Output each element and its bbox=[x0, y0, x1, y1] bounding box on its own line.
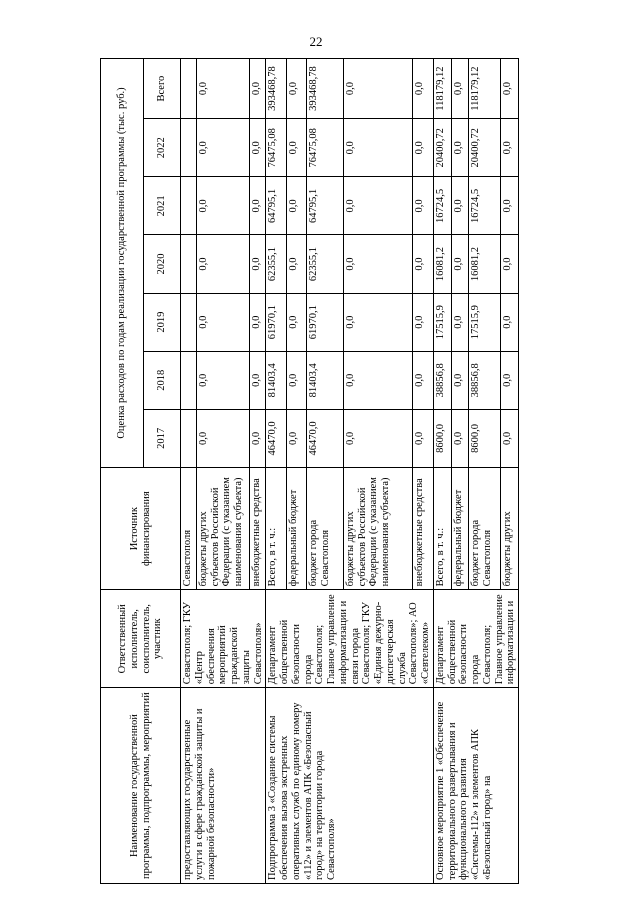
year-value-cell: 17515,9 bbox=[469, 293, 501, 351]
total-value-cell: 0,0 bbox=[196, 59, 250, 119]
year-value-cell: 64795,1 bbox=[307, 177, 344, 235]
year-value-cell: 38856,8 bbox=[469, 351, 501, 409]
page-number: 22 bbox=[309, 34, 323, 49]
rotated-table-area bbox=[100, 58, 600, 884]
year-value-cell: 20400,72 bbox=[433, 119, 451, 177]
year-value-cell bbox=[181, 119, 197, 177]
year-value-cell bbox=[181, 293, 197, 351]
total-value-cell: 393468,78 bbox=[266, 59, 286, 119]
funding-source-cell: федеральный бюджет bbox=[286, 467, 306, 589]
year-value-cell: 0,0 bbox=[451, 235, 469, 293]
funding-source-cell: Севастополя bbox=[181, 467, 197, 589]
header-total: Всего bbox=[144, 59, 181, 119]
year-value-cell: 0,0 bbox=[196, 235, 250, 293]
total-value-cell: 0,0 bbox=[451, 59, 469, 119]
year-value-cell: 16724,5 bbox=[469, 177, 501, 235]
year-value-cell: 0,0 bbox=[501, 235, 519, 293]
year-value-cell bbox=[181, 409, 197, 467]
funding-source-cell: внебюджетные средства bbox=[413, 467, 434, 589]
total-value-cell: 0,0 bbox=[343, 59, 412, 119]
year-value-cell: 0,0 bbox=[501, 409, 519, 467]
funding-source-cell: бюджеты других субъектов Российской Федерации (с указанием наименования субъекта) bbox=[343, 467, 412, 589]
table-row bbox=[433, 59, 451, 884]
header-estimate: Оценка расходов по годам реализации государственной программы (тыс. руб.) bbox=[101, 59, 144, 468]
year-value-cell: 0,0 bbox=[413, 409, 434, 467]
year-value-cell: 62355,1 bbox=[307, 235, 344, 293]
year-value-cell: 46470,0 bbox=[307, 409, 344, 467]
header-name: Наименование государственной программы, подпрограммы, мероприятий bbox=[101, 688, 181, 884]
year-value-cell: 38856,8 bbox=[433, 351, 451, 409]
year-value-cell: 46470,0 bbox=[266, 409, 286, 467]
year-value-cell: 0,0 bbox=[250, 351, 266, 409]
year-value-cell: 0,0 bbox=[343, 177, 412, 235]
program-name-cell: Подпрограмма 3 «Создание системы обеспечения вызова экстренных оперативных служб по единому номеру «112» и элементов АПК «Безопасный город» на территории города Севастополя» bbox=[266, 688, 434, 884]
year-value-cell: 0,0 bbox=[413, 351, 434, 409]
table-row bbox=[266, 59, 286, 884]
executor-cell: Севастополя; ГКУ «Центр обеспечения мероприятий гражданской защиты Севастополя» bbox=[181, 590, 266, 688]
year-value-cell: 0,0 bbox=[196, 177, 250, 235]
funding-source-cell: бюджеты других субъектов Российской Федерации (с указанием наименования субъекта) bbox=[196, 467, 250, 589]
year-value-cell: 62355,1 bbox=[266, 235, 286, 293]
total-value-cell: 0,0 bbox=[286, 59, 306, 119]
year-value-cell: 0,0 bbox=[250, 293, 266, 351]
year-value-cell: 0,0 bbox=[343, 409, 412, 467]
year-value-cell: 0,0 bbox=[286, 409, 306, 467]
year-value-cell: 0,0 bbox=[286, 293, 306, 351]
total-value-cell: 118179,12 bbox=[433, 59, 451, 119]
total-value-cell: 0,0 bbox=[250, 59, 266, 119]
total-value-cell: 0,0 bbox=[501, 59, 519, 119]
executor-cell: Департамент общественной безопасности города Севастополя; Главное управление информатизации и bbox=[433, 590, 518, 688]
total-value-cell bbox=[181, 59, 197, 119]
year-value-cell: 16724,5 bbox=[433, 177, 451, 235]
header-year: 2017 bbox=[144, 409, 181, 467]
year-value-cell: 0,0 bbox=[501, 119, 519, 177]
executor-cell: Департамент общественной безопасности города Севастополя; Главное управление информатизации и связи города Севастополя; ГКУ «Единая дежурно-диспетчерская служба Севастополя»; АО «Севтелеком» bbox=[266, 590, 434, 688]
year-value-cell: 61970,1 bbox=[307, 293, 344, 351]
year-value-cell: 0,0 bbox=[413, 235, 434, 293]
year-value-cell: 16081,2 bbox=[433, 235, 451, 293]
funding-source-cell: внебюджетные средства bbox=[250, 467, 266, 589]
header-executor: Ответственный исполнитель, соисполнитель, участник bbox=[101, 590, 181, 688]
year-value-cell: 81403,4 bbox=[307, 351, 344, 409]
year-value-cell: 0,0 bbox=[413, 119, 434, 177]
total-value-cell: 0,0 bbox=[413, 59, 434, 119]
year-value-cell: 16081,2 bbox=[469, 235, 501, 293]
header-source: Источник финансирования bbox=[101, 467, 181, 589]
year-value-cell: 0,0 bbox=[413, 293, 434, 351]
funding-source-cell: Всего, в т. ч.: bbox=[266, 467, 286, 589]
year-value-cell: 0,0 bbox=[196, 293, 250, 351]
header-row bbox=[101, 59, 144, 884]
year-value-cell: 0,0 bbox=[286, 177, 306, 235]
total-value-cell: 393468,78 bbox=[307, 59, 344, 119]
funding-source-cell: бюджет города Севастополя bbox=[307, 467, 344, 589]
funding-source-cell: федеральный бюджет bbox=[451, 467, 469, 589]
year-value-cell: 0,0 bbox=[451, 351, 469, 409]
year-value-cell bbox=[181, 235, 197, 293]
funding-source-cell: бюджеты других bbox=[501, 467, 519, 589]
year-value-cell: 0,0 bbox=[501, 351, 519, 409]
year-value-cell: 0,0 bbox=[250, 119, 266, 177]
year-value-cell: 0,0 bbox=[451, 409, 469, 467]
year-value-cell: 0,0 bbox=[250, 177, 266, 235]
year-value-cell: 0,0 bbox=[250, 235, 266, 293]
year-value-cell: 0,0 bbox=[501, 293, 519, 351]
budget-table bbox=[100, 58, 519, 884]
year-value-cell: 0,0 bbox=[286, 351, 306, 409]
year-value-cell: 0,0 bbox=[413, 177, 434, 235]
year-value-cell bbox=[181, 351, 197, 409]
header-year: 2021 bbox=[144, 177, 181, 235]
year-value-cell: 8600,0 bbox=[433, 409, 451, 467]
year-value-cell: 0,0 bbox=[343, 351, 412, 409]
year-value-cell: 0,0 bbox=[451, 177, 469, 235]
year-value-cell: 0,0 bbox=[196, 119, 250, 177]
year-value-cell: 17515,9 bbox=[433, 293, 451, 351]
year-value-cell: 0,0 bbox=[501, 177, 519, 235]
year-value-cell: 81403,4 bbox=[266, 351, 286, 409]
program-name-cell: Основное мероприятие 1 «Обеспечение территориального развертывания и функционального развития «Системы-112» и элементов АПК «Безопасный город» на bbox=[433, 688, 518, 884]
table-row bbox=[181, 59, 197, 884]
year-value-cell bbox=[181, 177, 197, 235]
year-value-cell: 76475,08 bbox=[307, 119, 344, 177]
funding-source-cell: бюджет города Севастополя bbox=[469, 467, 501, 589]
year-value-cell: 20400,72 bbox=[469, 119, 501, 177]
year-value-cell: 61970,1 bbox=[266, 293, 286, 351]
year-value-cell: 64795,1 bbox=[266, 177, 286, 235]
year-value-cell: 8600,0 bbox=[469, 409, 501, 467]
table-body bbox=[181, 59, 519, 884]
header-year: 2022 bbox=[144, 119, 181, 177]
year-value-cell: 0,0 bbox=[343, 235, 412, 293]
year-value-cell: 0,0 bbox=[451, 119, 469, 177]
funding-source-cell: Всего, в т. ч.: bbox=[433, 467, 451, 589]
year-value-cell: 76475,08 bbox=[266, 119, 286, 177]
year-value-cell: 0,0 bbox=[250, 409, 266, 467]
year-value-cell: 0,0 bbox=[286, 119, 306, 177]
year-value-cell: 0,0 bbox=[286, 235, 306, 293]
year-value-cell: 0,0 bbox=[343, 119, 412, 177]
year-value-cell: 0,0 bbox=[196, 409, 250, 467]
year-value-cell: 0,0 bbox=[196, 351, 250, 409]
rotated-table-container bbox=[100, 58, 600, 884]
header-year: 2020 bbox=[144, 235, 181, 293]
header-year: 2018 bbox=[144, 351, 181, 409]
program-name-cell: предоставляющих государственные услуги в сфере гражданской защиты и пожарной безопасности» bbox=[181, 688, 266, 884]
year-value-cell: 0,0 bbox=[343, 293, 412, 351]
year-value-cell: 0,0 bbox=[451, 293, 469, 351]
header-year: 2019 bbox=[144, 293, 181, 351]
total-value-cell: 118179,12 bbox=[469, 59, 501, 119]
